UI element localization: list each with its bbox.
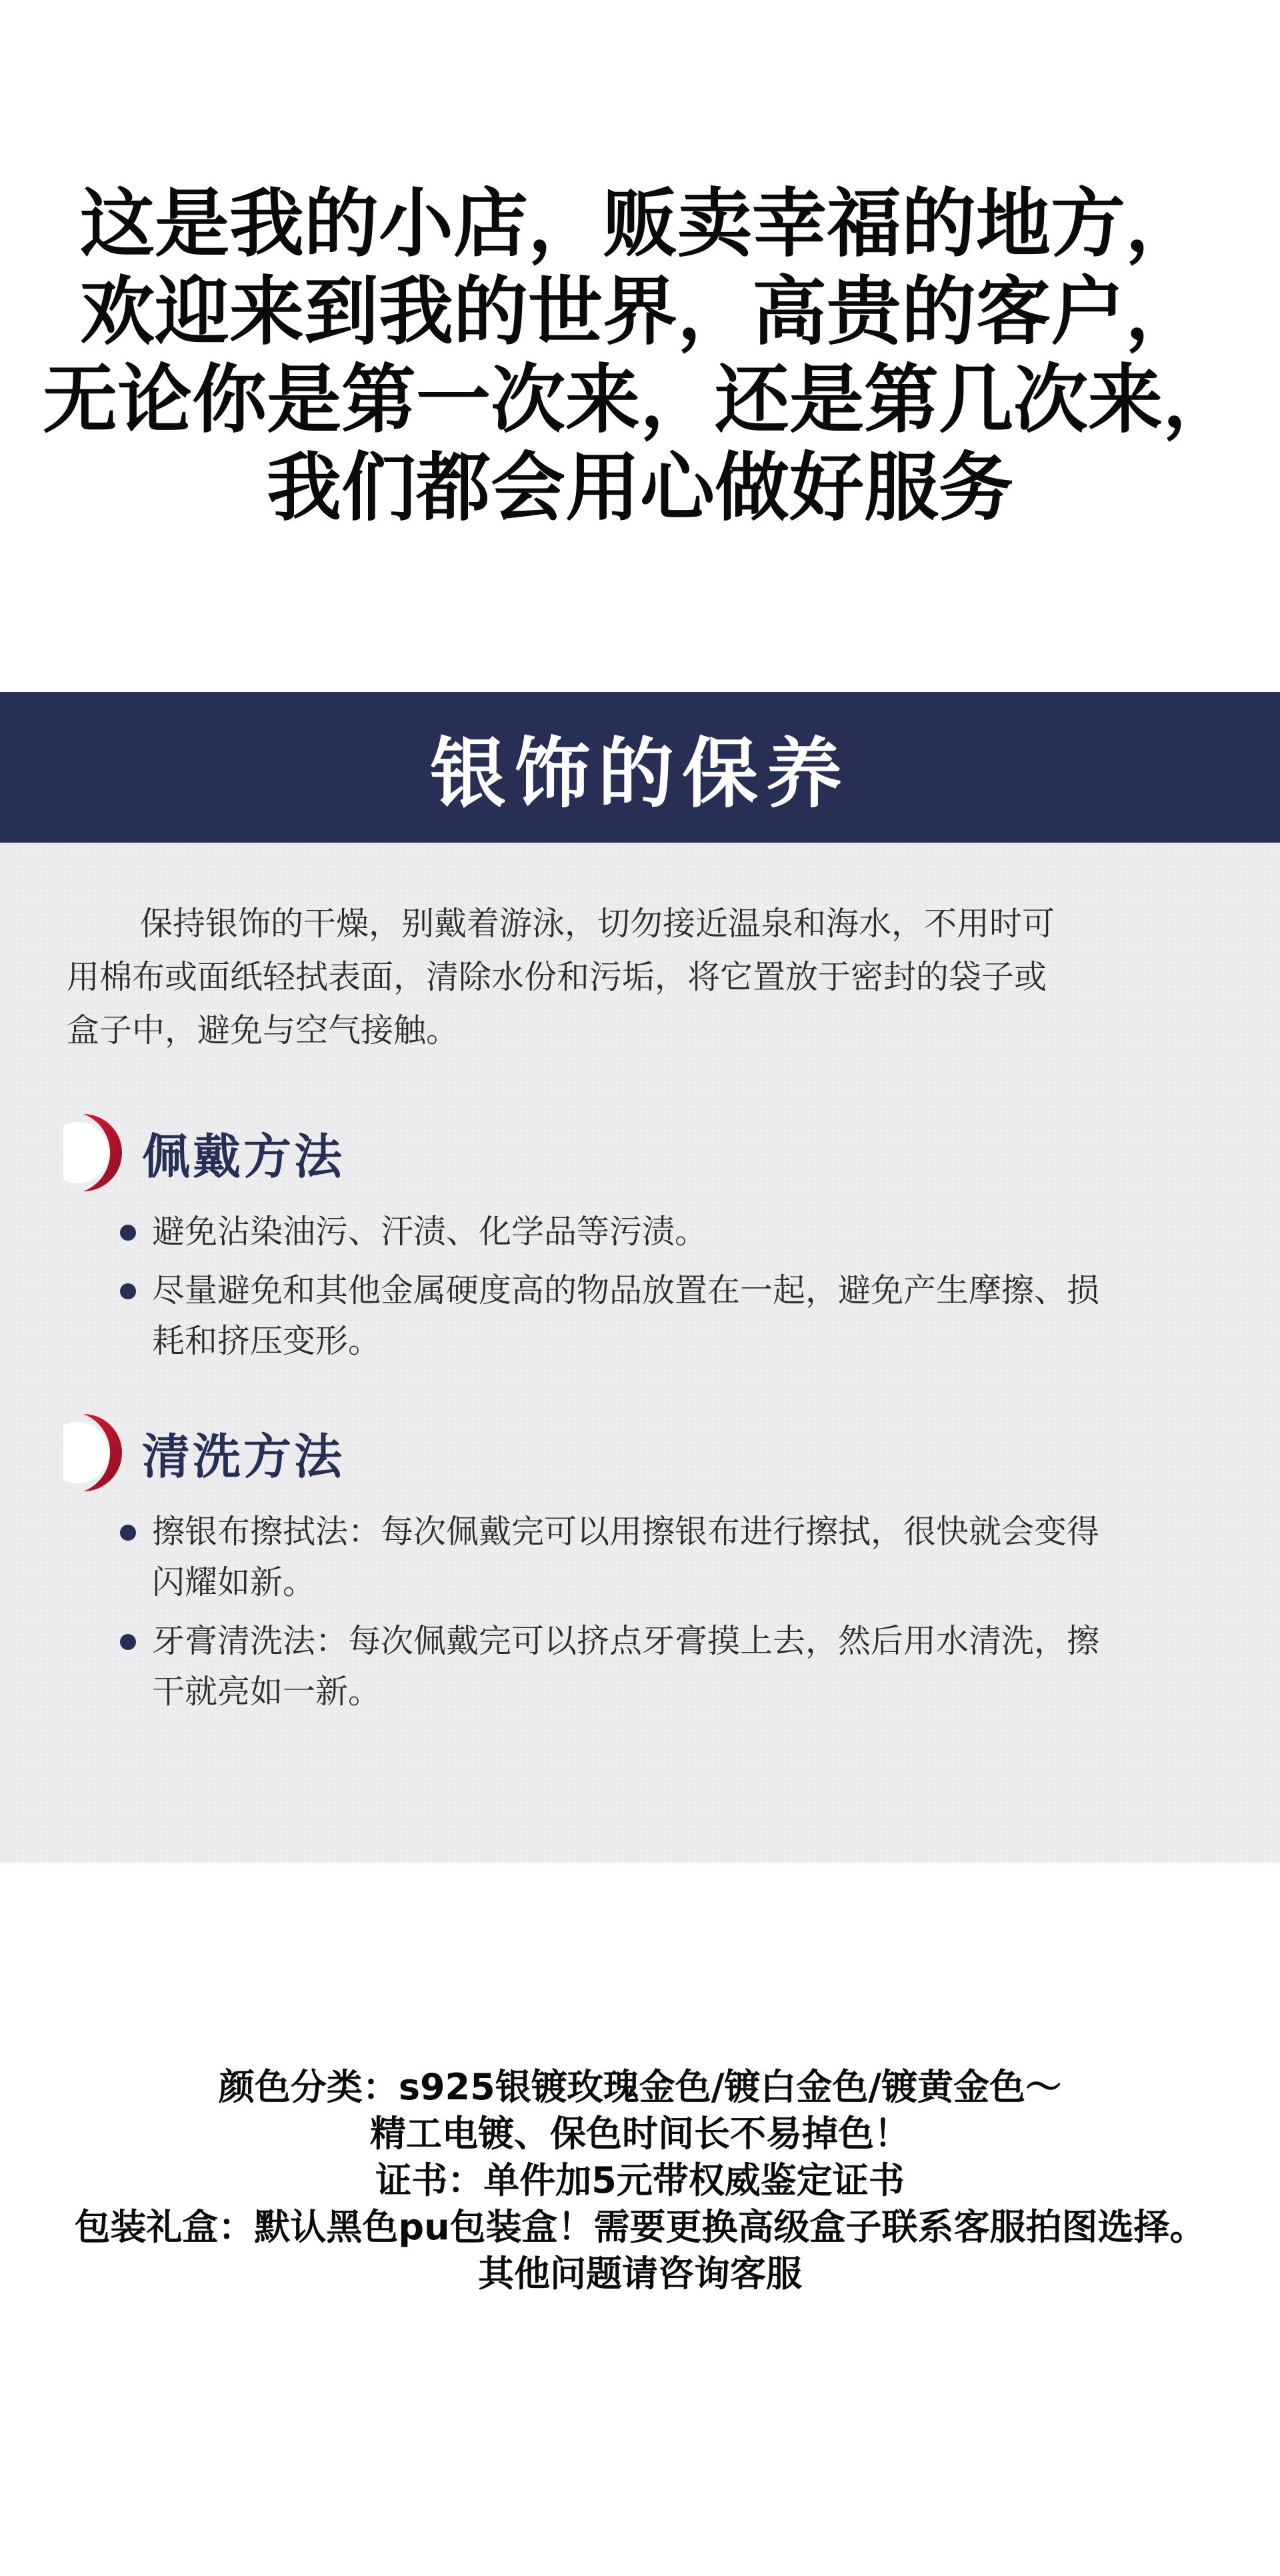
crescent-moon-icon [63, 1111, 125, 1194]
care-intro-line: 用棉布或面纸轻拭表面，清除水份和污垢，将它置放于密封的袋子或 [67, 958, 1047, 996]
list-item-text: 干就亮如一新。 [152, 1673, 381, 1711]
section-heading-cleaning [63, 1409, 345, 1496]
list-item-text: 擦银布擦拭法：每次佩戴完可以用擦银布进行擦拭，很快就会变得 [152, 1513, 1100, 1551]
cleaning-tips-list [120, 1507, 1213, 1725]
care-intro-paragraph [67, 897, 1227, 1057]
list-item [120, 1207, 1213, 1257]
list-item-text: 避免沾染油污、汗渍、化学品等污渍。 [152, 1213, 708, 1251]
care-panel [0, 843, 1280, 1863]
product-info-line: 其他问题请咨询客服 [478, 2253, 802, 2295]
wearing-tips-list [120, 1207, 1213, 1375]
crescent-moon-icon [63, 1411, 125, 1494]
care-intro-line: 盒子中，避免与空气接触。 [67, 1011, 459, 1049]
list-item-text: 尽量避免和其他金属硬度高的物品放置在一起，避免产生摩擦、损 [152, 1271, 1100, 1309]
banner-title: 银饰的保养 [429, 729, 850, 818]
care-banner [0, 692, 1280, 843]
product-info-line: 精工电镀、保色时间长不易掉色！ [370, 2113, 910, 2155]
bullet-dot-icon [120, 1634, 136, 1650]
section-title: 清洗方法 [142, 1429, 345, 1485]
list-item [120, 1616, 1213, 1717]
intro-line: 这是我的小店，贩卖幸福的地方， [80, 181, 1200, 267]
intro-text-block [0, 180, 1280, 532]
bullet-dot-icon [120, 1525, 136, 1541]
product-info-block [0, 2064, 1280, 2297]
product-info-line: 包装礼盒：默认黑色pu包装盒！需要更换高级盒子联系客服拍图选择。 [74, 2206, 1206, 2248]
list-item-text: 耗和挤压变形。 [152, 1322, 381, 1360]
product-info-line: 证书：单件加5元带权威鉴定证书 [375, 2159, 905, 2201]
intro-line: 无论你是第一次来，还是第几次来， [43, 357, 1237, 443]
section-heading-wearing [63, 1109, 345, 1196]
list-item-text: 牙膏清洗法：每次佩戴完可以挤点牙膏摸上去，然后用水清洗，擦 [152, 1622, 1100, 1660]
bullet-dot-icon [120, 1225, 136, 1241]
section-title: 佩戴方法 [142, 1129, 345, 1185]
bullet-dot-icon [120, 1283, 136, 1299]
care-intro-line: 保持银饰的干燥，别戴着游泳，切勿接近温泉和海水，不用时可 [140, 905, 1055, 943]
intro-line: 我们都会用心做好服务 [267, 445, 1013, 531]
product-info-line: 颜色分类：s925银镀玫瑰金色/镀白金色/镀黄金色～ [218, 2066, 1062, 2108]
list-item [120, 1507, 1213, 1608]
intro-line: 欢迎来到我的世界，高贵的客户， [80, 269, 1200, 355]
list-item [120, 1265, 1213, 1367]
list-item-text: 闪耀如新。 [152, 1563, 316, 1601]
